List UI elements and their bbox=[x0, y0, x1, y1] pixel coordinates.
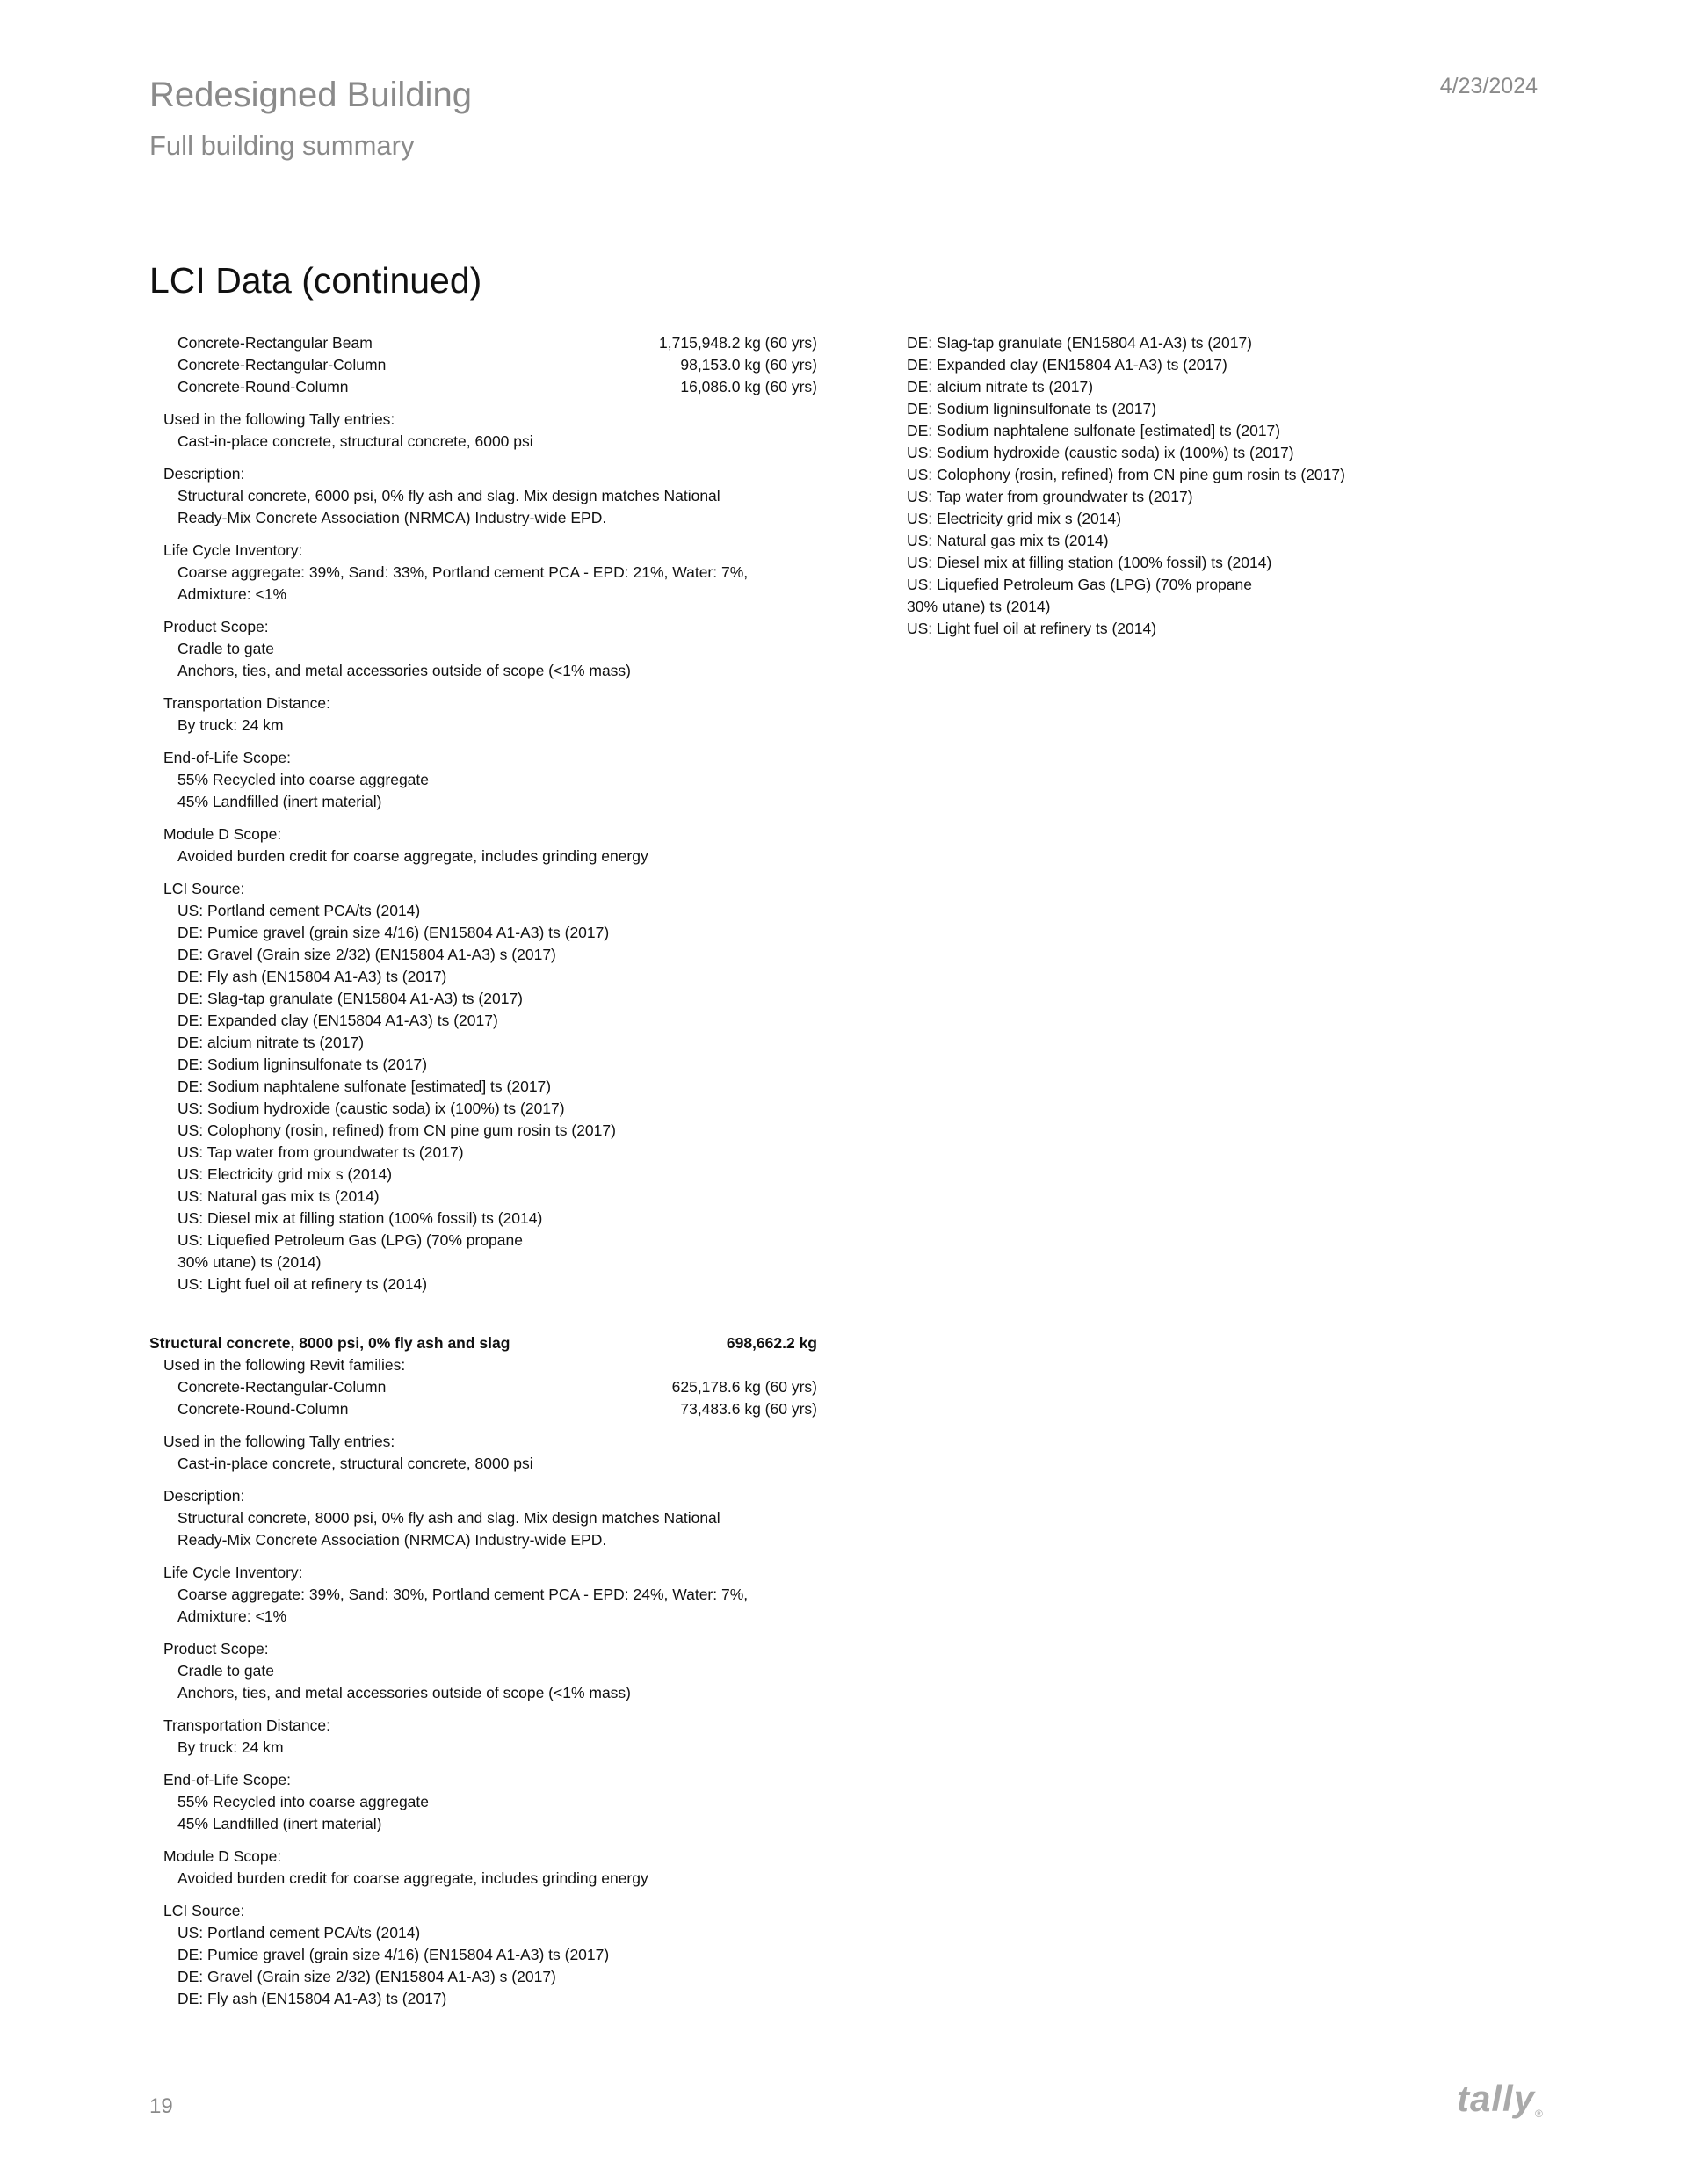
detail-group bbox=[149, 463, 817, 529]
detail-line: US: Light fuel oil at refinery ts (2014) bbox=[177, 1275, 428, 1293]
detail-label: Module D Scope: bbox=[163, 1847, 282, 1865]
detail-line: 55% Recycled into coarse aggregate bbox=[177, 1793, 430, 1810]
page-header-title: Redesigned Building bbox=[149, 76, 472, 114]
detail-line: Coarse aggregate: 39%, Sand: 30%, Portland cement PCA - EPD: 24%, Water: 7%, bbox=[177, 1585, 749, 1603]
detail-line: Anchors, ties, and metal accessories outside of scope (<1% mass) bbox=[177, 1684, 632, 1701]
detail-label: Module D Scope: bbox=[163, 825, 282, 843]
detail-label: Used in the following Tally entries: bbox=[163, 1433, 395, 1450]
lci-source-line: DE: Slag-tap granulate (EN15804 A1-A3) ts (2017) bbox=[907, 334, 1252, 352]
family-row bbox=[149, 1376, 817, 1398]
detail-line: US: Colophony (rosin, refined) from CN pine gum rosin ts (2017) bbox=[177, 1121, 616, 1139]
detail-line: Ready-Mix Concrete Association (NRMCA) Industry-wide EPD. bbox=[177, 509, 607, 526]
detail-label: Life Cycle Inventory: bbox=[163, 1564, 303, 1581]
entry-details-8000psi bbox=[149, 1431, 817, 2010]
detail-line: DE: Slag-tap granulate (EN15804 A1-A3) ts (2017) bbox=[177, 990, 523, 1007]
detail-line: Structural concrete, 6000 psi, 0% fly ash and slag. Mix design matches National bbox=[177, 487, 720, 504]
detail-line: DE: Sodium naphtalene sulfonate [estimated] ts (2017) bbox=[177, 1077, 552, 1095]
family-name: Concrete-Rectangular Beam bbox=[177, 334, 373, 352]
detail-group bbox=[149, 1900, 817, 2010]
material-name: Structural concrete, 8000 psi, 0% fly ash and slag bbox=[149, 1334, 510, 1352]
detail-line: Admixture: <1% bbox=[177, 1607, 287, 1625]
logo-text: tally bbox=[1457, 2078, 1536, 2119]
family-mass: 625,178.6 kg (60 yrs) bbox=[671, 1378, 817, 1396]
family-row bbox=[149, 1398, 817, 1420]
detail-group bbox=[149, 1562, 817, 1628]
detail-label: Description: bbox=[163, 465, 245, 483]
detail-group bbox=[149, 1485, 817, 1551]
entry-details-6000psi bbox=[149, 409, 817, 1295]
detail-line: US: Natural gas mix ts (2014) bbox=[177, 1187, 380, 1205]
detail-group bbox=[149, 878, 817, 1295]
detail-line: US: Liquefied Petroleum Gas (LPG) (70% propane bbox=[177, 1231, 523, 1249]
page-header-date: 4/23/2024 bbox=[1439, 74, 1538, 98]
detail-line: Cradle to gate bbox=[177, 1662, 274, 1680]
family-mass: 16,086.0 kg (60 yrs) bbox=[680, 378, 817, 395]
detail-line: DE: Pumice gravel (grain size 4/16) (EN15804 A1-A3) ts (2017) bbox=[177, 1946, 610, 1963]
detail-label: Transportation Distance: bbox=[163, 1716, 330, 1734]
detail-line: 30% utane) ts (2014) bbox=[177, 1253, 322, 1271]
detail-label: End-of-Life Scope: bbox=[163, 1771, 291, 1789]
detail-line: Avoided burden credit for coarse aggregate, includes grinding energy bbox=[177, 847, 648, 865]
detail-label: Product Scope: bbox=[163, 618, 269, 635]
page-number: 19 bbox=[149, 2094, 173, 2118]
detail-label: Product Scope: bbox=[163, 1640, 269, 1658]
detail-group bbox=[149, 693, 817, 736]
detail-line: Cast-in-place concrete, structural concrete, 6000 psi bbox=[177, 432, 533, 450]
lci-source-continued-list bbox=[907, 332, 1522, 640]
detail-line: DE: Gravel (Grain size 2/32) (EN15804 A1-A3) s (2017) bbox=[177, 1968, 556, 1985]
lci-source-line: US: Electricity grid mix s (2014) bbox=[907, 510, 1122, 527]
detail-line: US: Tap water from groundwater ts (2017) bbox=[177, 1143, 464, 1161]
family-row bbox=[149, 332, 817, 354]
detail-line: 45% Landfilled (inert material) bbox=[177, 1815, 382, 1832]
detail-group bbox=[149, 1846, 817, 1890]
detail-line: Admixture: <1% bbox=[177, 585, 287, 603]
detail-line: Cast-in-place concrete, structural concrete, 8000 psi bbox=[177, 1455, 533, 1472]
detail-line: US: Electricity grid mix s (2014) bbox=[177, 1165, 393, 1183]
detail-line: DE: Gravel (Grain size 2/32) (EN15804 A1-A3) s (2017) bbox=[177, 946, 556, 963]
detail-line: US: Portland cement PCA/ts (2014) bbox=[177, 1924, 421, 1941]
detail-line: US: Diesel mix at filling station (100% fossil) ts (2014) bbox=[177, 1209, 543, 1227]
tally-logo bbox=[1457, 2078, 1544, 2120]
section-title: LCI Data (continued) bbox=[149, 260, 482, 301]
detail-line: DE: alcium nitrate ts (2017) bbox=[177, 1034, 365, 1051]
family-row bbox=[149, 354, 817, 376]
detail-line: Structural concrete, 8000 psi, 0% fly ash and slag. Mix design matches National bbox=[177, 1509, 720, 1527]
detail-line: DE: Pumice gravel (grain size 4/16) (EN15804 A1-A3) ts (2017) bbox=[177, 924, 610, 941]
lci-source-line: US: Colophony (rosin, refined) from CN pine gum rosin ts (2017) bbox=[907, 466, 1345, 483]
detail-line: US: Portland cement PCA/ts (2014) bbox=[177, 902, 421, 919]
page-header-subtitle: Full building summary bbox=[149, 130, 415, 161]
detail-group bbox=[149, 540, 817, 606]
family-row bbox=[149, 376, 817, 398]
lci-source-line: US: Diesel mix at filling station (100% fossil) ts (2014) bbox=[907, 554, 1272, 571]
detail-label: LCI Source: bbox=[163, 880, 245, 897]
detail-line: DE: Expanded clay (EN15804 A1-A3) ts (2017) bbox=[177, 1012, 498, 1029]
family-mass: 73,483.6 kg (60 yrs) bbox=[680, 1400, 817, 1418]
detail-line: 55% Recycled into coarse aggregate bbox=[177, 771, 430, 788]
lci-source-line: US: Liquefied Petroleum Gas (LPG) (70% propane bbox=[907, 576, 1252, 593]
registered-mark: ® bbox=[1535, 2108, 1544, 2120]
detail-group bbox=[149, 824, 817, 867]
lci-source-line: DE: Sodium ligninsulfonate ts (2017) bbox=[907, 400, 1157, 417]
detail-group bbox=[149, 1638, 817, 1704]
detail-line: DE: Fly ash (EN15804 A1-A3) ts (2017) bbox=[177, 968, 447, 985]
detail-line: Avoided burden credit for coarse aggregate, includes grinding energy bbox=[177, 1869, 648, 1887]
detail-group bbox=[149, 409, 817, 453]
lci-source-line: DE: Expanded clay (EN15804 A1-A3) ts (2017) bbox=[907, 356, 1227, 374]
detail-line: By truck: 24 km bbox=[177, 716, 284, 734]
lci-source-line: 30% utane) ts (2014) bbox=[907, 598, 1051, 615]
detail-line: US: Sodium hydroxide (caustic soda) ix (100%) ts (2017) bbox=[177, 1099, 565, 1117]
detail-group bbox=[149, 616, 817, 682]
detail-label: End-of-Life Scope: bbox=[163, 749, 291, 766]
material-total-mass: 698,662.2 kg bbox=[726, 1334, 817, 1352]
family-mass: 98,153.0 kg (60 yrs) bbox=[680, 356, 817, 374]
detail-label: Life Cycle Inventory: bbox=[163, 541, 303, 559]
detail-line: DE: Sodium ligninsulfonate ts (2017) bbox=[177, 1056, 428, 1073]
lci-source-line: US: Natural gas mix ts (2014) bbox=[907, 532, 1109, 549]
detail-label: LCI Source: bbox=[163, 1902, 245, 1919]
detail-label: Used in the following Tally entries: bbox=[163, 410, 395, 428]
detail-line: By truck: 24 km bbox=[177, 1738, 284, 1756]
material-entry-header bbox=[149, 1332, 817, 1354]
lci-source-line: US: Light fuel oil at refinery ts (2014) bbox=[907, 620, 1157, 637]
family-name: Concrete-Round-Column bbox=[177, 378, 349, 395]
continued-families-list bbox=[149, 332, 817, 398]
family-mass: 1,715,948.2 kg (60 yrs) bbox=[659, 334, 817, 352]
family-name: Concrete-Rectangular-Column bbox=[177, 1378, 387, 1396]
detail-group bbox=[149, 747, 817, 813]
lci-source-line: DE: Sodium naphtalene sulfonate [estimated] ts (2017) bbox=[907, 422, 1281, 439]
detail-group bbox=[149, 1769, 817, 1835]
revit-families-label: Used in the following Revit families: bbox=[163, 1356, 406, 1374]
lci-source-line: DE: alcium nitrate ts (2017) bbox=[907, 378, 1094, 395]
detail-line: Cradle to gate bbox=[177, 640, 274, 657]
detail-line: Anchors, ties, and metal accessories outside of scope (<1% mass) bbox=[177, 662, 632, 679]
revit-families-list bbox=[149, 1376, 817, 1420]
detail-line: DE: Fly ash (EN15804 A1-A3) ts (2017) bbox=[177, 1990, 447, 2007]
detail-group bbox=[149, 1715, 817, 1759]
family-name: Concrete-Round-Column bbox=[177, 1400, 349, 1418]
left-column bbox=[149, 332, 817, 2010]
detail-line: Coarse aggregate: 39%, Sand: 33%, Portland cement PCA - EPD: 21%, Water: 7%, bbox=[177, 563, 749, 581]
family-name: Concrete-Rectangular-Column bbox=[177, 356, 387, 374]
lci-source-line: US: Sodium hydroxide (caustic soda) ix (100%) ts (2017) bbox=[907, 444, 1294, 461]
detail-line: 45% Landfilled (inert material) bbox=[177, 793, 382, 810]
detail-group bbox=[149, 1431, 817, 1475]
lci-source-line: US: Tap water from groundwater ts (2017) bbox=[907, 488, 1193, 505]
detail-label: Transportation Distance: bbox=[163, 694, 330, 712]
detail-label: Description: bbox=[163, 1487, 245, 1505]
detail-line: Ready-Mix Concrete Association (NRMCA) Industry-wide EPD. bbox=[177, 1531, 607, 1549]
right-column bbox=[907, 332, 1522, 640]
